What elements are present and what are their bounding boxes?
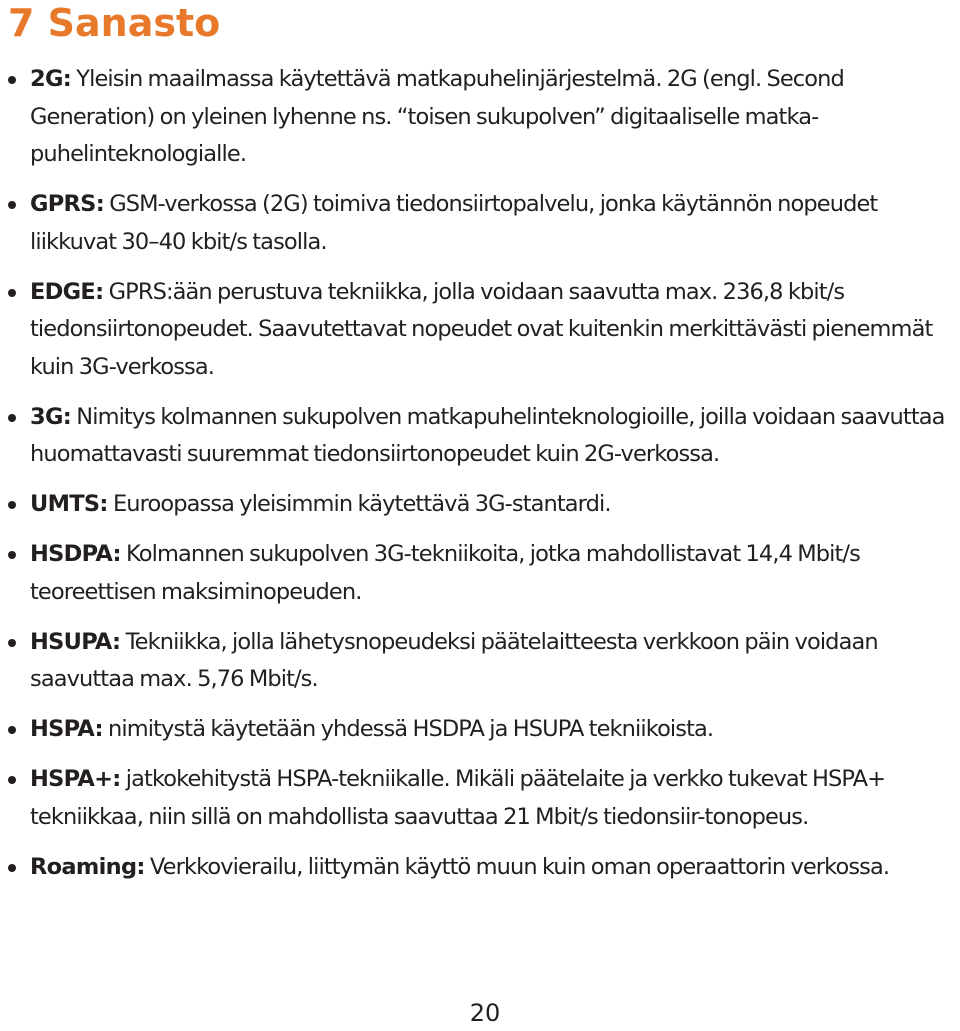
- bullet-icon: [8, 201, 16, 209]
- glossary-entry-roaming: [0, 849, 960, 887]
- glossary-definition: Kolmannen sukupolven 3G-tekniikoita, jotka mahdollistavat 14,4 Mbit/s teoreettisen maksiminopeuden.: [30, 541, 860, 605]
- bullet-icon: [8, 414, 16, 422]
- bullet-icon: [8, 639, 16, 647]
- glossary-definition: GSM-verkossa (2G) toimiva tiedonsiirtopalvelu, jonka käytännön nopeudet liikkuvat 30–40 kbit/s tasolla.: [30, 191, 878, 255]
- glossary-list: [0, 61, 960, 899]
- glossary-term: HSUPA:: [30, 628, 121, 655]
- bullet-icon: [8, 76, 16, 84]
- glossary-term: 3G:: [30, 403, 72, 430]
- glossary-entry-hsdpa: [0, 536, 960, 611]
- bullet-icon: [8, 501, 16, 509]
- glossary-entry-3g: [0, 399, 960, 474]
- bullet-icon: [8, 289, 16, 297]
- glossary-entry-hsupa: [0, 624, 960, 699]
- glossary-definition: Tekniikka, jolla lähetysnopeudeksi päätelaitteesta verkkoon päin voidaan saavuttaa max. 5,76 Mbit/s.: [30, 628, 878, 692]
- glossary-entry-umts: [0, 486, 960, 524]
- glossary-entry-edge: [0, 274, 960, 387]
- glossary-term: HSDPA:: [30, 541, 121, 567]
- glossary-entry-2g: [0, 61, 960, 174]
- glossary-definition: Yleisin maailmassa käytettävä matkapuhelinjärjestelmä. 2G (engl. Second Generation) on yleinen lyhenne ns. “toisen sukupolven” digitaaliselle matka-puhelinteknologialle.: [30, 66, 844, 167]
- glossary-term: 2G:: [30, 66, 72, 92]
- glossary-definition: Verkkovierailu, liittymän käyttö muun kuin oman operaattorin verkossa.: [144, 853, 890, 880]
- bullet-icon: [8, 864, 16, 872]
- glossary-term: UMTS:: [30, 491, 108, 517]
- glossary-term: Roaming:: [30, 853, 145, 880]
- glossary-definition: Nimitys kolmannen sukupolven matkapuhelinteknologioille, joilla voidaan saavuttaa huomattavasti suuremmat tiedonsiirtonopeudet kuin 2G-verkossa.: [30, 403, 945, 467]
- glossary-entry-gprs: [0, 186, 960, 261]
- page-title: 7 Sanasto: [8, 1, 221, 45]
- glossary-term: GPRS:: [30, 191, 104, 217]
- page-number: 20: [469, 999, 501, 1027]
- bullet-icon: [8, 551, 16, 559]
- glossary-definition: nimitystä käytetään yhdessä HSDPA ja HSUPA tekniikoista.: [102, 716, 714, 742]
- glossary-term: HSPA:: [30, 716, 103, 742]
- glossary-definition: jatkokehitystä HSPA-tekniikalle. Mikäli päätelaite ja verkko tukevat HSPA+ tekniikkaa, niin sillä on mahdollista saavuttaa 21 Mbit/s tiedonsiir-tonopeus.: [30, 766, 886, 830]
- glossary-entry-hspa-plus: [0, 761, 960, 836]
- glossary-term: EDGE:: [30, 278, 104, 305]
- glossary-entry-hspa: [0, 711, 960, 749]
- bullet-icon: [8, 776, 16, 784]
- glossary-definition: GPRS:ään perustuva tekniikka, jolla voidaan saavutta max. 236,8 kbit/s tiedonsiirtonopeudet. Saavutettavat nopeudet ovat kuitenkin merkittävästi pienemmät kuin 3G-verkossa.: [30, 278, 933, 380]
- bullet-icon: [8, 726, 16, 734]
- glossary-definition: Euroopassa yleisimmin käytettävä 3G-stantardi.: [107, 491, 611, 517]
- glossary-term: HSPA+:: [30, 766, 121, 792]
